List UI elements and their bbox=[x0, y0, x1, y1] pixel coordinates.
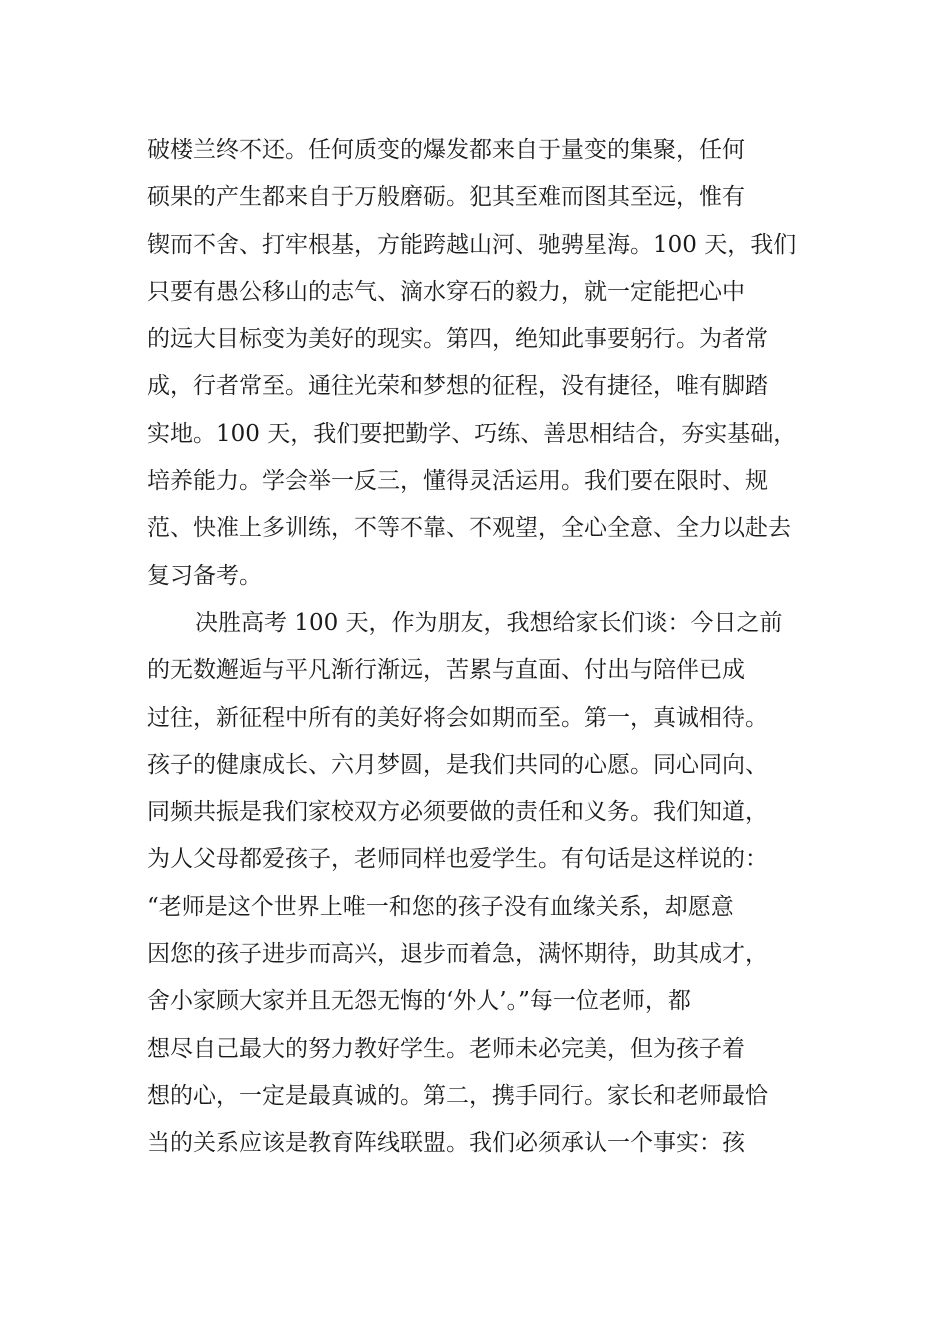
text-line: 的无数邂逅与平凡渐行渐远，苦累与直面、付出与陪伴已成 bbox=[147, 657, 745, 684]
text-line: 同频共振是我们家校双方必须要做的责任和义务。我们知道， bbox=[147, 799, 768, 826]
text-line: 想尽自己最大的努力教好学生。老师未必完美，但为孩子着 bbox=[147, 1035, 745, 1062]
text-line: “老师是这个世界上唯一和您的孩子没有血缘关系，却愿意 bbox=[147, 893, 734, 920]
text-line: 孩子的健康成长、六月梦圆，是我们共同的心愿。同心同向、 bbox=[147, 751, 768, 778]
text-line: 当的关系应该是教育阵线联盟。我们必须承认一个事实：孩 bbox=[147, 1130, 745, 1157]
text-line: 成，行者常至。通往光荣和梦想的征程，没有捷径，唯有脚踏 bbox=[147, 373, 768, 400]
text-line: 的远大目标变为美好的现实。第四，绝知此事要躬行。为者常 bbox=[147, 326, 768, 353]
text-line: 过往，新征程中所有的美好将会如期而至。第一，真诚相待。 bbox=[147, 704, 768, 731]
text-line: 破楼兰终不还。任何质变的爆发都来自于量变的集聚，任何 bbox=[147, 137, 745, 163]
text-line: 只要有愚公移山的志气、滴水穿石的毅力，就一定能把心中 bbox=[147, 278, 745, 305]
text-line: 因您的孩子进步而高兴，退步而着急，满怀期待，助其成才， bbox=[147, 941, 768, 968]
text-line: 实地。100 天，我们要把勤学、巧练、善思相结合，夯实基础， bbox=[147, 420, 797, 447]
text-line: 锲而不舍、打牢根基，方能跨越山河、驰骋星海。100 天，我们 bbox=[147, 231, 797, 258]
text-line: 舍小家顾大家并且无怨无悔的‘外人’。”每一位老师，都 bbox=[147, 988, 691, 1015]
body-text bbox=[147, 127, 807, 1168]
text-line: 培养能力。学会举一反三，懂得灵活运用。我们要在限时、规 bbox=[147, 468, 768, 495]
text-line: 想的心，一定是最真诚的。第二，携手同行。家长和老师最恰 bbox=[147, 1082, 768, 1109]
text-line: 决胜高考 100 天，作为朋友，我想给家长们谈：今日之前 bbox=[195, 609, 783, 636]
paragraph-2 bbox=[147, 600, 807, 1168]
text-line: 硕果的产生都来自于万般磨砺。犯其至难而图其至远，惟有 bbox=[147, 184, 745, 211]
text-line: 复习备考。 bbox=[147, 562, 262, 589]
text-line: 范、快准上多训练，不等不靠、不观望，全心全意、全力以赴去 bbox=[147, 515, 791, 542]
text-line: 为人父母都爱孩子，老师同样也爱学生。有句话是这样说的： bbox=[147, 846, 768, 873]
paragraph-1 bbox=[147, 127, 807, 600]
